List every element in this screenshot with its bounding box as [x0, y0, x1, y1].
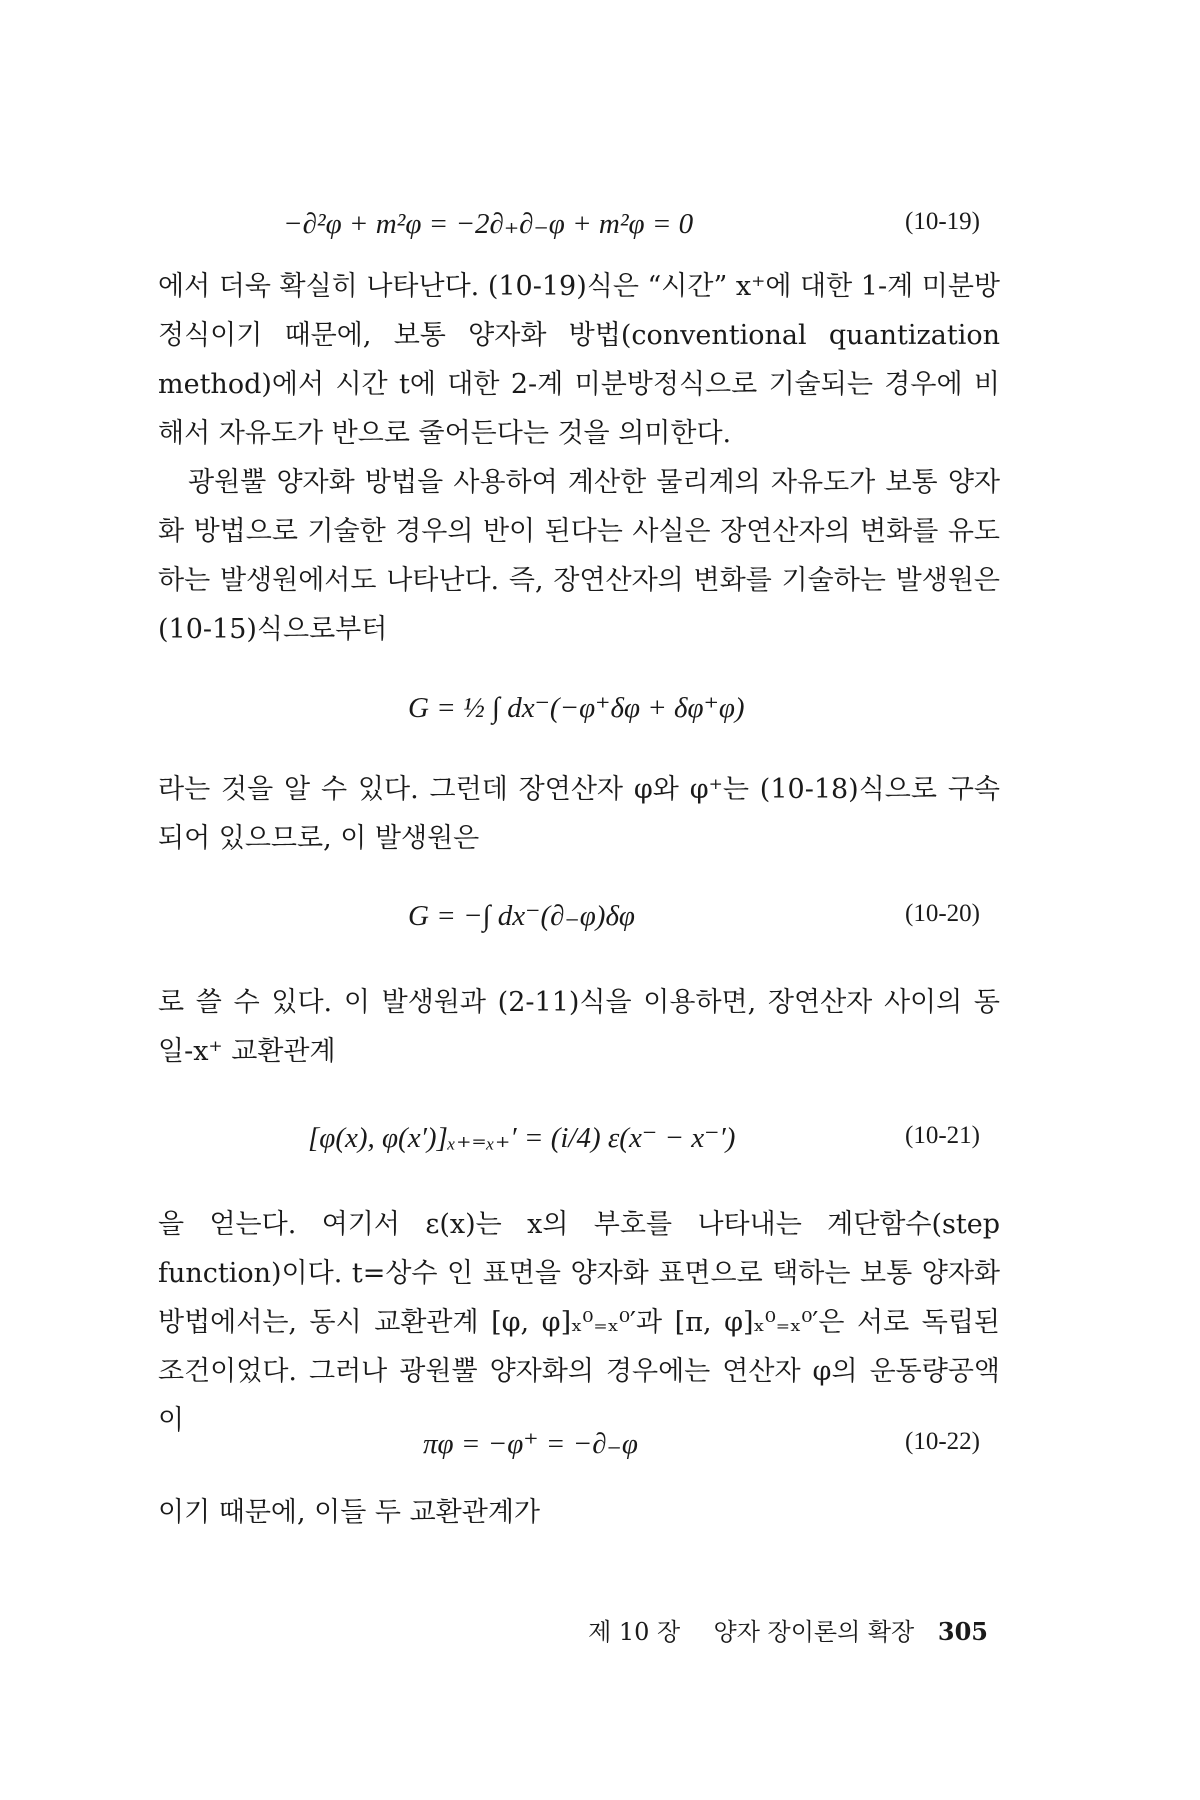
equation-formula: G = −∫ dx⁻(∂₋φ)δφ [408, 900, 635, 932]
page-number: 305 [937, 1617, 988, 1646]
equation-number: (10-20) [905, 900, 980, 927]
equation-formula: πφ = −φ⁺ = −∂₋φ [423, 1428, 638, 1460]
equation-10-19 [158, 198, 1000, 258]
paragraph-4: 로 쓸 수 있다. 이 발생원과 (2-11)식을 이용하면, 장연산자 사이의 동일-x⁺ 교환관계 [158, 987, 1000, 1067]
equation-formula: [φ(x), φ(x′)]ₓ₊₌ₓ₊′ = (i/4) ε(x⁻ − x⁻′) [308, 1122, 736, 1154]
paragraph-2: 광원뿔 양자화 방법을 사용하여 계산한 물리계의 자유도가 보통 양자화 방법으로 기술한 경우의 반이 된다는 사실은 장연산자의 변화를 유도하는 발생원에서도 나타난다. 즉, 장연산자의 변화를 기술하는 발생원은 (10-15)식으로부터 [158, 467, 1000, 645]
equation-number: (10-21) [905, 1122, 980, 1149]
running-footer [158, 1612, 988, 1647]
footer-chapter: 제 10 장 [588, 1618, 681, 1646]
equation-formula: −∂²φ + m²φ = −2∂₊∂₋φ + m²φ = 0 [283, 208, 694, 240]
equation-10-22 [158, 1418, 1000, 1478]
paragraph-1: 에서 더욱 확실히 나타난다. (10-19)식은 “시간” x⁺에 대한 1-계 미분방정식이기 때문에, 보통 양자화 방법(conventional quantization method)에서 시간 t에 대한 2-계 미분방정식으로 기술되는 경우에 비해서 자유도가 반으로 줄어든다는 것을 의미한다. [158, 271, 1000, 449]
equation-number: (10-19) [905, 208, 980, 235]
paragraph-3: 라는 것을 알 수 있다. 그런데 장연산자 φ와 φ⁺는 (10-18)식으로 구속되어 있으므로, 이 발생원은 [158, 774, 1000, 854]
equation-generator-1 [158, 680, 1000, 740]
footer-title: 양자 장이론의 확장 [713, 1618, 915, 1646]
equation-number: (10-22) [905, 1428, 980, 1455]
equation-10-20 [158, 890, 1000, 950]
equation-formula: G = ½ ∫ dx⁻(−φ⁺δφ + δφ⁺φ) [408, 692, 745, 724]
equation-10-21 [158, 1112, 1000, 1172]
paragraph-6: 이기 때문에, 이들 두 교환관계가 [158, 1497, 540, 1528]
paragraph-5: 을 얻는다. 여기서 ε(x)는 x의 부호를 나타내는 계단함수(step function)이다. t=상수 인 표면을 양자화 표면으로 택하는 보통 양자화 방법에서는, 동시 교환관계 [φ, φ]ₓ⁰₌ₓ⁰′과 [π, φ]ₓ⁰₌ₓ⁰′은 서로 독립된 조건이었다. 그러나 광원뿔 양자화의 경우에는 연산자 φ의 운동량공액이 [158, 1209, 1000, 1436]
